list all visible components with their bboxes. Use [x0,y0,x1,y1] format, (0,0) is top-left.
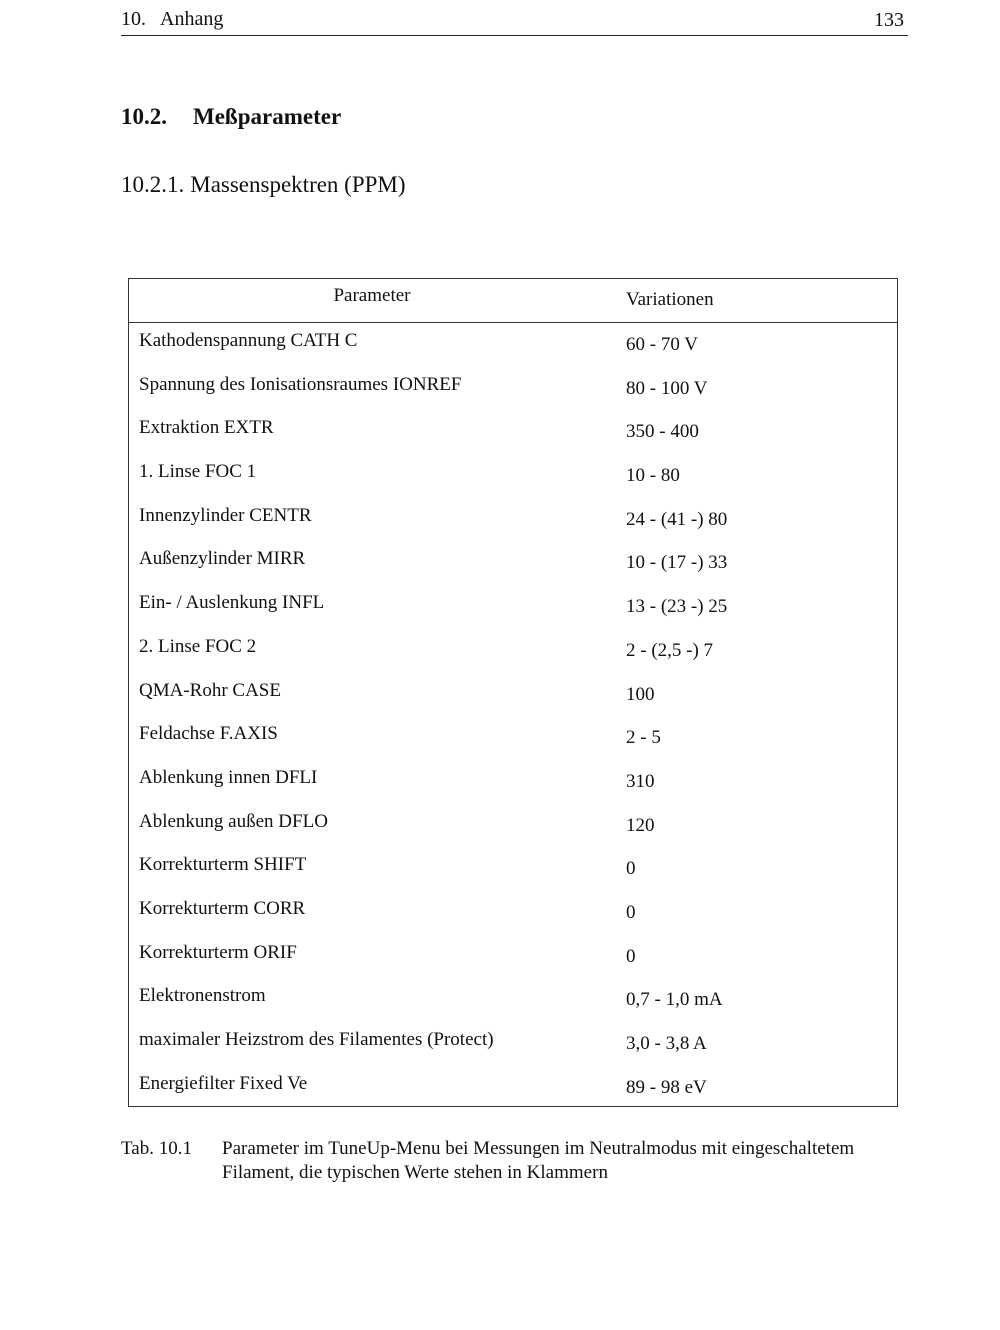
table-row [129,979,897,1023]
table-row [129,499,897,543]
table-row [129,368,897,412]
page-number: 133 [874,9,904,31]
parameter-cell: Spannung des Ionisationsraumes IONREF [139,373,462,395]
table-row [129,1067,897,1111]
section-heading [121,104,341,130]
table-row [129,805,897,849]
parameter-cell: Kathodenspannung CATH C [139,330,358,351]
table-row [129,455,897,499]
parameter-cell: 2. Linse FOC 2 [139,635,257,657]
table-row [129,586,897,630]
parameter-cell: Feldachse F.AXIS [139,723,278,745]
variation-cell: 0 [626,945,636,967]
table-row [129,674,897,718]
variation-cell: 89 - 98 eV [626,1076,707,1098]
parameter-table [128,278,898,1107]
parameter-cell: Innenzylinder CENTR [139,504,312,526]
chapter-heading [121,8,223,31]
table-header-row [129,279,897,323]
running-header [121,6,908,36]
table-body [129,324,897,1110]
variation-cell: 13 - (23 -) 25 [626,596,728,618]
parameter-cell: Energiefilter Fixed Ve [139,1072,308,1094]
parameter-cell: QMA-Rohr CASE [139,679,281,701]
table-row [129,936,897,980]
parameter-cell: Korrekturterm CORR [139,897,306,919]
parameter-cell: Korrekturterm ORIF [139,941,297,963]
variation-cell: 2 - 5 [626,727,661,749]
column-header-parameter: Parameter [333,285,411,306]
parameter-cell: Extraktion EXTR [139,417,274,439]
parameter-cell: Ein- / Auslenkung INFL [139,592,325,614]
parameter-cell: maximaler Heizstrom des Filamentes (Protect) [139,1029,494,1050]
variation-cell: 0 [626,901,636,923]
table-row [129,324,897,368]
variation-cell: 60 - 70 V [626,334,698,355]
variation-cell: 350 - 400 [626,421,699,443]
table-row [129,892,897,936]
caption-label: Tab. 10.1 [121,1138,192,1159]
chapter-title: Anhang [160,8,224,30]
table-row [129,542,897,586]
variation-cell: 120 [626,814,655,836]
subsection-title: Massenspektren (PPM) [190,172,406,197]
section-number: 10.2. [121,104,167,129]
table-row [129,848,897,892]
chapter-number: 10. [121,8,146,30]
variation-cell: 0 [626,858,636,880]
variation-cell: 310 [626,770,655,792]
variation-cell: 100 [626,683,655,705]
parameter-cell: 1. Linse FOC 1 [139,461,257,483]
column-header-variations: Variationen [626,289,714,310]
subsection-number: 10.2.1. [121,172,185,197]
parameter-cell: Ablenkung außen DFLO [139,810,328,832]
variation-cell: 3,0 - 3,8 A [626,1033,707,1054]
variation-cell: 10 - 80 [626,465,680,487]
variation-cell: 10 - (17 -) 33 [626,552,728,574]
variation-cell: 80 - 100 V [626,377,708,399]
variation-cell: 24 - (41 -) 80 [626,508,728,530]
section-title: Meßparameter [193,104,342,129]
table-row [129,411,897,455]
table-row [129,1023,897,1067]
subsection-heading [121,172,406,198]
variation-cell: 2 - (2,5 -) 7 [626,639,714,661]
parameter-cell: Außenzylinder MIRR [139,548,306,570]
parameter-cell: Korrekturterm SHIFT [139,854,307,876]
table-row [129,717,897,761]
table-row [129,630,897,674]
caption-text: Parameter im TuneUp-Menu bei Messungen im Neutralmodus mit eingeschaltetem Filament, die typischen Werte stehen in Klammern [222,1138,855,1183]
table-row [129,761,897,805]
parameter-cell: Ablenkung innen DFLI [139,766,318,788]
parameter-cell: Elektronenstrom [139,985,266,1007]
variation-cell: 0,7 - 1,0 mA [626,989,723,1011]
